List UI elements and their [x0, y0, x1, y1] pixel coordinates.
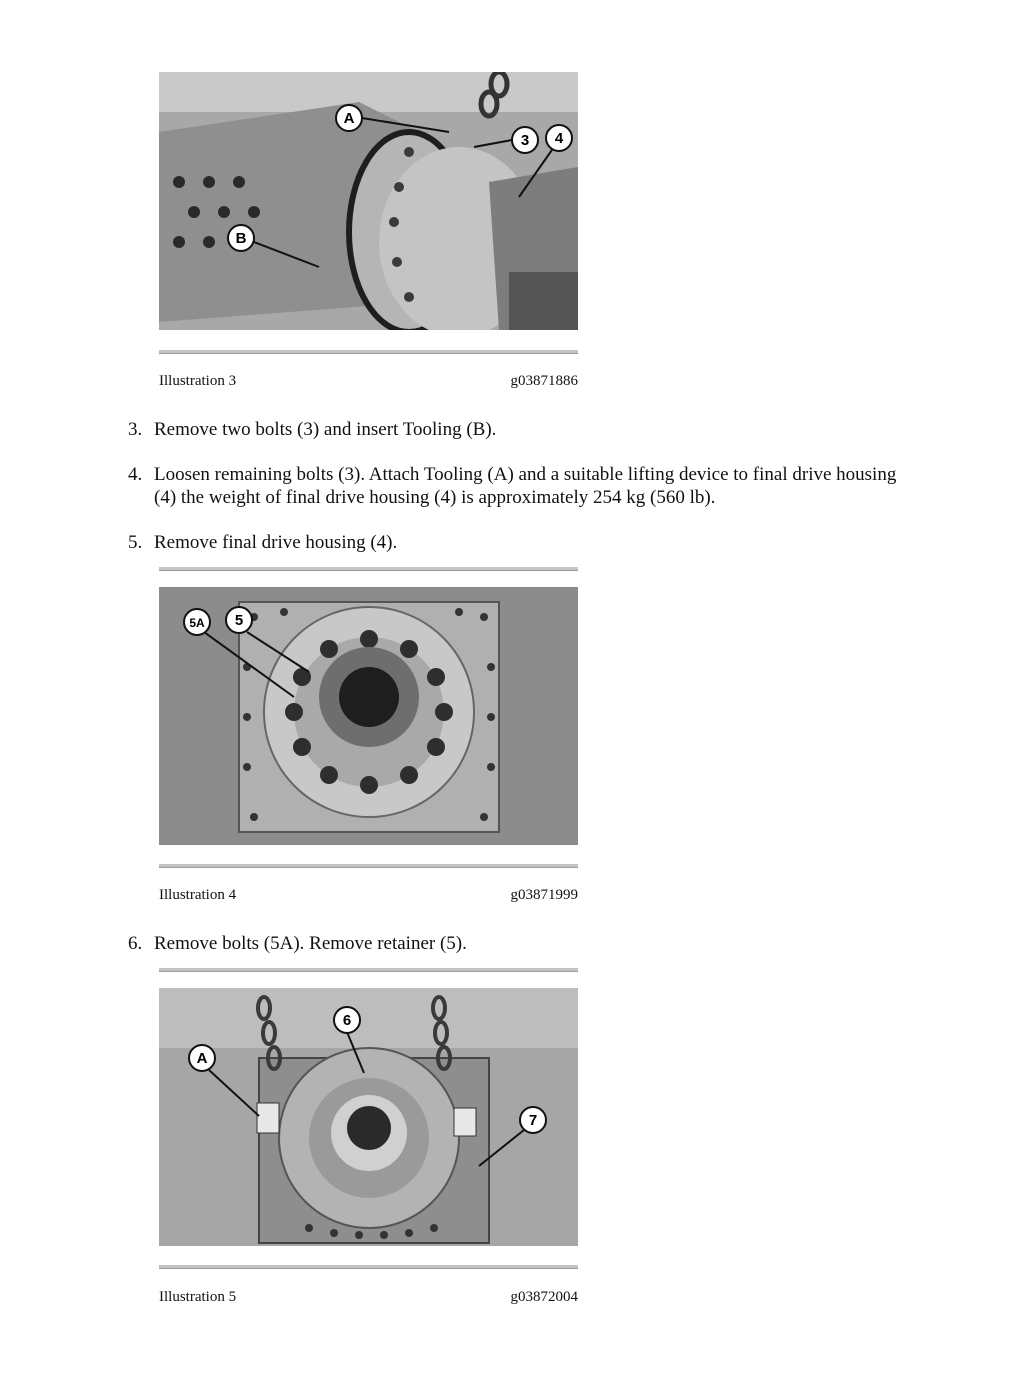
illustration-5-top-rule [159, 968, 578, 972]
caption-id: g03871999 [510, 887, 578, 903]
step-text: Remove two bolts (3) and insert Tooling (B). [154, 419, 497, 440]
illustration-4-photo [159, 587, 578, 845]
caption-id: g03872004 [510, 1289, 578, 1305]
illustration-3-rule [159, 350, 578, 354]
callout-5a: 5A [189, 616, 205, 630]
illustration-5-photo [159, 988, 578, 1246]
step-text: Remove final drive housing (4). [154, 532, 398, 553]
illustration-3-photo [159, 72, 578, 330]
callout-6: 6 [342, 1012, 352, 1029]
step-number: 5. [128, 532, 143, 553]
illustration-5-rule [159, 1265, 578, 1269]
step-number: 3. [128, 419, 143, 440]
callout-7: 7 [528, 1112, 538, 1129]
caption-label: Illustration 5 [159, 1289, 237, 1305]
step-text: Remove bolts (5A). Remove retainer (5). [154, 933, 467, 954]
step-5 [128, 531, 928, 554]
step-number: 4. [128, 464, 143, 485]
caption-id: g03871886 [510, 373, 578, 389]
callout-a: A [343, 110, 355, 127]
step-4 [128, 463, 928, 509]
illustration-3-caption [159, 373, 578, 390]
callout-5: 5 [234, 612, 244, 629]
step-6 [128, 932, 928, 955]
step-text: Loosen remaining bolts (3). Attach Tooling (A) and a suitable lifting device to final drive housing (4) the weight of final drive housing (4) is approximately 254 kg (560 lb). [154, 464, 897, 508]
illustration-4-caption [159, 887, 578, 904]
step-3 [128, 418, 928, 441]
callout-4: 4 [554, 130, 564, 147]
caption-label: Illustration 3 [159, 373, 237, 389]
caption-label: Illustration 4 [159, 887, 237, 903]
illustration-4-top-rule [159, 567, 578, 571]
callout-3: 3 [520, 132, 530, 149]
step-number: 6. [128, 933, 143, 954]
callout-b: B [235, 230, 247, 247]
callout-a: A [196, 1050, 208, 1067]
illustration-5-caption [159, 1289, 578, 1306]
illustration-4-rule [159, 864, 578, 868]
